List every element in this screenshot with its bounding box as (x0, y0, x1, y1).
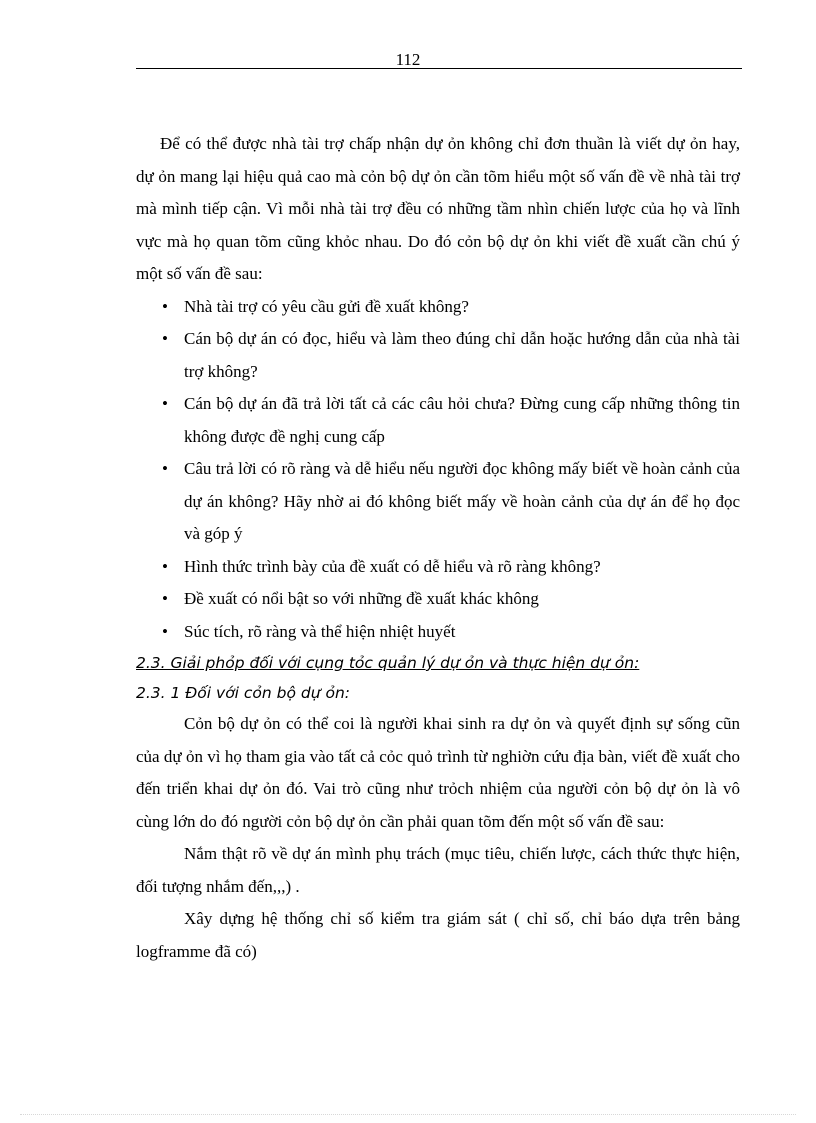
point-paragraph: Xây dựng hệ thống chỉ số kiểm tra giám sát ( chỉ số, chỉ báo dựa trên bảng logframme đã có) (136, 909, 740, 961)
list-item: • Cán bộ dự án có đọc, hiểu và làm theo đúng chỉ dẫn hoặc hướng dẫn của nhà tài trợ không? (136, 323, 740, 388)
intro-paragraph: Để có thể được nhà tài trợ chấp nhận dự ỏn không chỉ đơn thuần là viết dự ỏn hay, dự ỏn mang lại hiệu quả cao mà cỏn bộ dự ỏn cần tõm hiểu một số vấn đề về nhà tài trợ mà mình tiếp cận. Vì mỗi nhà tài trợ đều có những tầm nhìn chiến lược của họ và lĩnh vực mà họ quan tõm cũng khỏc nhau. Do đó cỏn bộ dự ỏn khi viết đề xuất cần chú ý một số vấn đề sau: (136, 134, 740, 283)
header-rule (136, 68, 742, 69)
list-item: • Hình thức trình bày của đề xuất có dễ hiểu và rõ ràng không? (136, 551, 740, 584)
bullet-icon: • (162, 621, 168, 641)
footer-divider (20, 1114, 796, 1115)
subsection-heading: 2.3. 1 Đối với cỏn bộ dự ỏn: (136, 684, 351, 702)
bullet-icon: • (162, 394, 168, 413)
bullet-icon: • (162, 329, 168, 348)
bullet-icon: • (162, 296, 168, 316)
point-paragraph: Nắm thật rõ về dự án mình phụ trách (mục tiêu, chiến lược, cách thức thực hiện, đối tượng nhắm đến,,,) . (136, 844, 740, 896)
bullet-icon: • (162, 589, 168, 608)
list-item: • Đề xuất có nổi bật so với những đề xuất khác không (136, 583, 740, 616)
list-item: • Cán bộ dự án đã trả lời tất cả các câu hỏi chưa? Đừng cung cấp những thông tin không được đề nghị cung cấp (136, 388, 740, 453)
requirements-list (136, 291, 740, 649)
bullet-icon: • (162, 556, 168, 576)
document-body (136, 128, 740, 968)
body-paragraph: Cỏn bộ dự ỏn có thể coi là người khai sinh ra dự ỏn và quyết định sự sống cũn của dự ỏn vì họ tham gia vào tất cả cỏc quỏ trình từ nghiờn cứu địa bàn, viết đề xuất cho đến triển khai dự ỏn đó. Vai trò cũng như trỏch nhiệm của người cỏn bộ dự ỏn là vô cùng lớn do đó người cỏn bộ dự ỏn cần phải quan tõm đến một số vấn đề sau: (136, 714, 740, 831)
section-heading: 2.3. Giải phỏp đối với cụng tỏc quản lý dự ỏn và thực hiện dự ỏn: (136, 654, 640, 672)
page-number: 112 (395, 50, 421, 69)
bullet-icon: • (162, 459, 168, 478)
list-item: • Nhà tài trợ có yêu cầu gửi đề xuất không? (136, 291, 740, 324)
list-item: • Câu trả lời có rõ ràng và dễ hiểu nếu người đọc không mấy biết về hoàn cảnh của dự án không? Hãy nhờ ai đó không biết mấy về hoàn cảnh của dự án để họ đọc và góp ý (136, 453, 740, 551)
list-item: • Súc tích, rõ ràng và thể hiện nhiệt huyết (136, 616, 740, 649)
